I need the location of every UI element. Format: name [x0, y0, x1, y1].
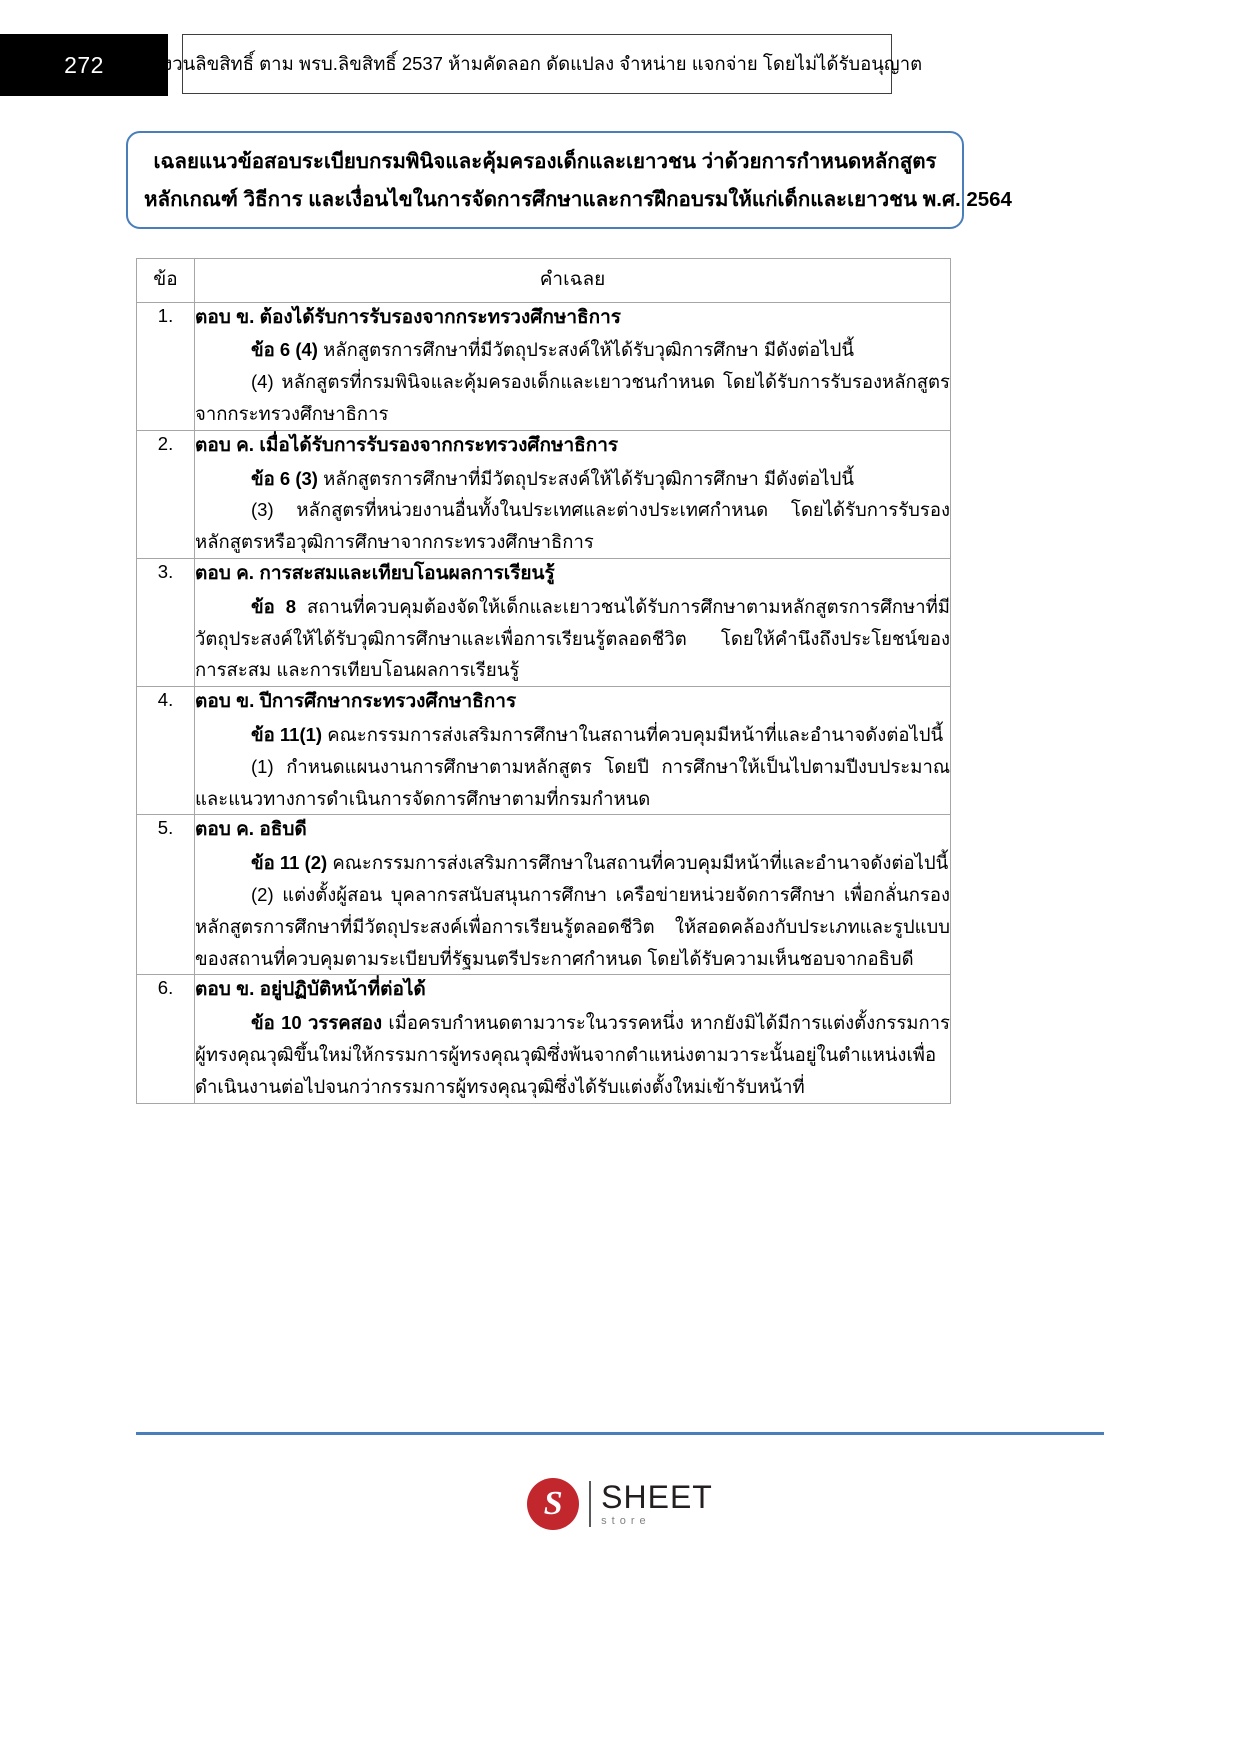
- row-answer-cell: [195, 975, 951, 1103]
- table-row: [137, 559, 951, 687]
- brand-subtitle: store: [601, 1515, 651, 1527]
- row-number: 2.: [137, 430, 195, 558]
- answer-heading: ตอบ ค. การสะสมและเทียบโอนผลการเรียนรู้: [195, 563, 555, 585]
- row-answer-cell: [195, 302, 951, 430]
- copyright-notice-text: สงวนลิขสิทธิ์ ตาม พรบ.ลิขสิทธิ์ 2537 ห้ามคัดลอก ดัดแปลง จำหน่าย แจกจ่าย โดยไม่ได้รับอนุญาต: [151, 52, 923, 74]
- footer-divider: [136, 1432, 1104, 1435]
- answer-paragraph: (1) กำหนดแผนงานการศึกษาตามหลักสูตร โดยปี การศึกษาให้เป็นไปตามปีงบประมาณและแนวทางการดำเนินการจัดการศึกษาตามที่กรมกำหนด: [195, 755, 950, 809]
- logo-divider: [589, 1481, 591, 1527]
- clause-reference: ข้อ 11(1): [251, 724, 323, 746]
- answer-heading: ตอบ ข. ต้องได้รับการรับรองจากกระทรวงศึกษาธิการ: [195, 306, 621, 328]
- footer-logo: [0, 1478, 1240, 1530]
- answer-paragraph: ข้อ 6 (4) หลักสูตรการศึกษาที่มีวัตถุประสงค์ให้ได้รับวุฒิการศึกษา มีดังต่อไปนี้: [251, 339, 854, 361]
- row-answer-cell: [195, 687, 951, 815]
- answer-paragraph: ข้อ 11(1) คณะกรรมการส่งเสริมการศึกษาในสถานที่ควบคุมมีหน้าที่และอำนาจดังต่อไปนี้: [251, 724, 944, 746]
- table-row: [137, 302, 951, 430]
- page-number: 272: [64, 51, 104, 78]
- clause-reference: ข้อ 8: [251, 595, 297, 617]
- row-number: 6.: [137, 975, 195, 1103]
- sheet-logo-icon: [527, 1478, 579, 1530]
- copyright-notice-box: [151, 34, 923, 94]
- table-row: [137, 687, 951, 815]
- row-answer-cell: [195, 559, 951, 687]
- row-answer-cell: [195, 815, 951, 975]
- page-title-line-2: หลักเกณฑ์ วิธีการ และเงื่อนไขในการจัดการศึกษาและการฝึกอบรมให้แก่เด็กและเยาวชน พ.ศ. 2564: [144, 187, 1012, 211]
- table-header-row: [137, 259, 951, 303]
- row-number: 5.: [137, 815, 195, 975]
- logo-letter: S: [543, 1485, 563, 1522]
- answer-heading: ตอบ ข. ปีการศึกษากระทรวงศึกษาธิการ: [195, 691, 517, 713]
- answer-paragraph: ข้อ 6 (3) หลักสูตรการศึกษาที่มีวัตถุประสงค์ให้ได้รับวุฒิการศึกษา มีดังต่อไปนี้: [251, 467, 854, 489]
- answer-paragraph: (4) หลักสูตรที่กรมพินิจและคุ้มครองเด็กและเยาวชนกำหนด โดยได้รับการรับรองหลักสูตรจากกระทรวงศึกษาธิการ: [195, 371, 950, 425]
- row-answer-cell: [195, 430, 951, 558]
- answer-table-body: [137, 302, 951, 1103]
- table-row: [137, 815, 951, 975]
- clause-reference: ข้อ 6 (4): [251, 339, 318, 361]
- answer-heading: ตอบ ค. อธิบดี: [195, 819, 307, 841]
- row-number: 1.: [137, 302, 195, 430]
- row-number: 3.: [137, 559, 195, 687]
- answer-paragraph: ข้อ 10 วรรคสอง เมื่อครบกำหนดตามวาระในวรรคหนึ่ง หากยังมิได้มีการแต่งตั้งกรรมการผู้ทรงคุณวุฒิขึ้นใหม่ให้กรรมการผู้ทรงคุณวุฒิซึ่งพ้นจากตำแหน่งตามวาระนั้นอยู่ในตำแหน่งเพื่อดำเนินงานต่อไปจนกว่ากรรมการผู้ทรงคุณวุฒิซึ่งได้รับแต่งตั้งใหม่เข้ารับหน้าที่: [195, 1012, 950, 1097]
- table-row: [137, 975, 951, 1103]
- answer-key-table: [136, 258, 951, 1104]
- answer-paragraph: ข้อ 8 สถานที่ควบคุมต้องจัดให้เด็กและเยาวชนได้รับการศึกษาตามหลักสูตรการศึกษาที่มีวัตถุประสงค์ให้ได้รับวุฒิการศึกษาและเพื่อการเรียนรู้ตลอดชีวิต โดยให้คำนึงถึงประโยชน์ของการสะสม และการเทียบโอนผลการเรียนรู้: [195, 595, 950, 681]
- answer-paragraph: (3) หลักสูตรที่หน่วยงานอื่นทั้งในประเทศและต่างประเทศกำหนด โดยได้รับการรับรองหลักสูตรหรือวุฒิการศึกษาจากกระทรวงศึกษาธิการ: [195, 499, 950, 553]
- page-header: [0, 34, 1240, 96]
- clause-reference: ข้อ 11 (2): [251, 852, 328, 874]
- document-title-box: [126, 131, 1012, 229]
- clause-reference: ข้อ 6 (3): [251, 467, 318, 489]
- page-title-line-1: เฉลยแนวข้อสอบระเบียบกรมพินิจและคุ้มครองเด็กและเยาวชน ว่าด้วยการกำหนดหลักสูตร: [153, 150, 937, 173]
- logo-wordmark: [601, 1481, 713, 1527]
- column-header-answer: คำเฉลย: [195, 259, 951, 303]
- brand-name: SHEET: [601, 1479, 713, 1515]
- page-number-badge: [0, 34, 168, 96]
- answer-heading: ตอบ ค. เมื่อได้รับการรับรองจากกระทรวงศึกษาธิการ: [195, 434, 619, 456]
- row-number: 4.: [137, 687, 195, 815]
- answer-paragraph: ข้อ 11 (2) คณะกรรมการส่งเสริมการศึกษาในสถานที่ควบคุมมีหน้าที่และอำนาจดังต่อไปนี้: [251, 852, 949, 874]
- column-header-number: ข้อ: [137, 259, 195, 303]
- clause-reference: ข้อ 10 วรรคสอง: [251, 1012, 383, 1034]
- table-row: [137, 430, 951, 558]
- answer-heading: ตอบ ข. อยู่ปฏิบัติหน้าที่ต่อได้: [195, 979, 426, 1001]
- answer-paragraph: (2) แต่งตั้งผู้สอน บุคลากรสนับสนุนการศึกษา เครือข่ายหน่วยจัดการศึกษา เพื่อกลั่นกรองหลักสูตรการศึกษาที่มีวัตถุประสงค์เพื่อการเรียนรู้ตลอดชีวิต ให้สอดคล้องกับประเภทและรูปแบบของสถานที่ควบคุมตามระเบียบที่รัฐมนตรีประกาศกำหนด โดยได้รับความเห็นชอบจากอธิบดี: [195, 884, 950, 969]
